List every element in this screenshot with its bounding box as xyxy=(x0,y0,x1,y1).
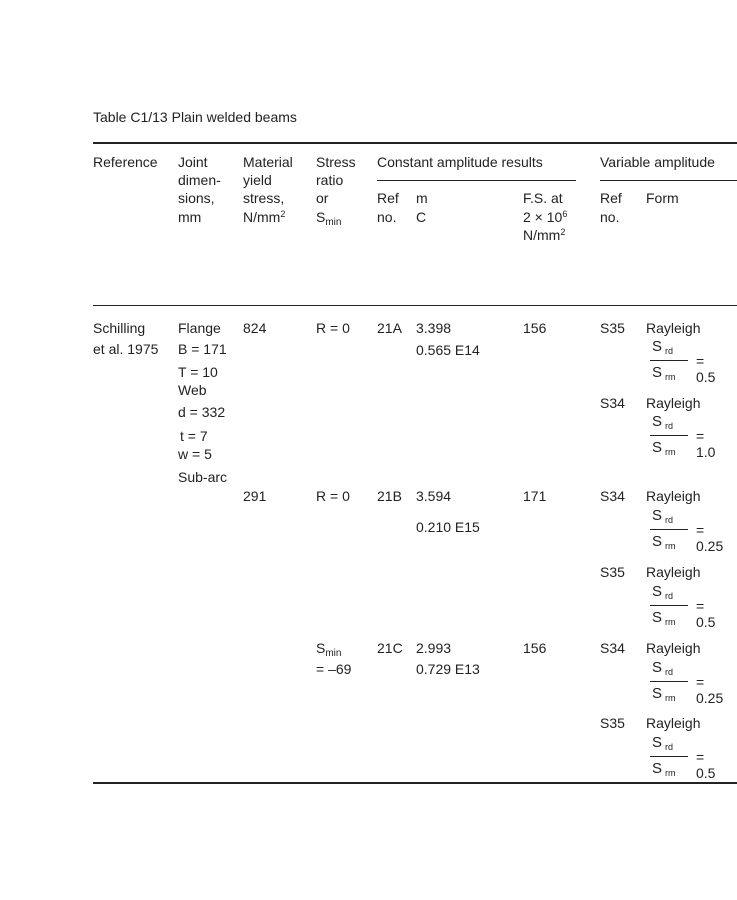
header-joint-line: mm xyxy=(178,209,202,225)
fraction-bar xyxy=(650,756,688,757)
cell-fs: 156 xyxy=(523,320,547,336)
table-bottom-rule xyxy=(93,782,737,784)
cell-fs: 156 xyxy=(523,640,547,656)
cell-c: 0.565 E14 xyxy=(416,342,480,358)
cell-c: 0.210 E15 xyxy=(416,519,480,535)
header-const-ref-line: Ref xyxy=(377,190,399,206)
header-const-ref-line: no. xyxy=(377,209,397,225)
cell-var-ref: S35 xyxy=(600,320,625,336)
fraction-bar xyxy=(650,360,688,361)
cell-var-ref: S35 xyxy=(600,715,625,731)
reference-line: et al. 1975 xyxy=(93,341,159,357)
stress-ratio-fraction: S $_{rd}$ S $_{rm}$ = 0.5 xyxy=(652,338,716,385)
header-const-c-line: C xyxy=(416,209,427,225)
cell-var-form: Rayleigh xyxy=(646,395,701,411)
cell-material: 824 xyxy=(243,320,267,336)
header-constant-group: Constant amplitude results xyxy=(377,154,543,170)
stress-ratio-fraction: S $_{rd}$ S $_{rm}$ = 0.5 xyxy=(652,583,716,630)
joint-dim-line: Flange xyxy=(178,320,221,336)
cell-var-form: Rayleigh xyxy=(646,320,701,336)
reference-line: Schilling xyxy=(93,320,146,336)
header-const-fs-line: F.S. at xyxy=(523,190,563,206)
header-bottom-rule xyxy=(93,305,737,306)
cell-var-form: Rayleigh xyxy=(646,488,701,504)
constant-group-rule xyxy=(377,180,576,181)
header-var-ref-line: no. xyxy=(600,209,620,225)
joint-dim-line: t = 7 xyxy=(180,428,208,444)
cell-m: 2.993 xyxy=(416,640,452,656)
header-material-line: yield xyxy=(243,172,272,188)
table-top-rule xyxy=(93,142,737,144)
stress-ratio-fraction: S $_{rd}$ S $_{rm}$ = 0.25 xyxy=(652,507,724,554)
fraction-bar xyxy=(650,605,688,606)
header-material-units: $N/mm^2$ xyxy=(243,209,286,225)
header-material-line: Material xyxy=(243,154,293,170)
cell-m: 3.398 xyxy=(416,320,452,336)
cell-stress-value: = –69 xyxy=(316,661,352,677)
header-joint-line: Joint xyxy=(178,154,208,170)
header-reference: Reference xyxy=(93,154,158,170)
cell-stress: R = 0 xyxy=(316,320,350,336)
cell-stress: R = 0 xyxy=(316,488,350,504)
cell-var-form: Rayleigh xyxy=(646,715,701,731)
header-const-fs-units: $N/mm^2$ xyxy=(523,227,566,243)
header-joint-line: sions, xyxy=(178,190,215,206)
header-stress-line: Stress xyxy=(316,154,356,170)
header-variable-group: Variable amplitude xyxy=(600,154,715,170)
header-stress-smin: $S_{min}$ xyxy=(316,209,342,228)
joint-dim-line: T = 10 xyxy=(178,364,218,380)
cell-c: 0.729 E13 xyxy=(416,661,480,677)
cell-var-ref: S34 xyxy=(600,395,625,411)
header-var-form: Form xyxy=(646,190,679,206)
cell-var-form: Rayleigh xyxy=(646,564,701,580)
header-stress-line: or xyxy=(316,190,329,206)
header-const-fs-cycles: $2 \times 10^6$ xyxy=(523,209,568,225)
header-var-ref-line: Ref xyxy=(600,190,622,206)
cell-fs: 171 xyxy=(523,488,547,504)
cell-var-ref: S34 xyxy=(600,640,625,656)
cell-const-ref: 21B xyxy=(377,488,402,504)
cell-var-form: Rayleigh xyxy=(646,640,701,656)
cell-const-ref: 21C xyxy=(377,640,403,656)
cell-material: 291 xyxy=(243,488,267,504)
header-const-m-line: m xyxy=(416,190,428,206)
stress-ratio-fraction: S $_{rd}$ S $_{rm}$ = 1.0 xyxy=(652,413,716,460)
table-caption: Table C1/13 Plain welded beams xyxy=(93,109,297,125)
fraction-bar xyxy=(650,435,688,436)
variable-group-rule xyxy=(600,180,737,181)
cell-stress-smin: $S_{min}$ xyxy=(316,640,342,659)
fraction-bar xyxy=(650,529,688,530)
header-joint-line: dimen- xyxy=(178,172,221,188)
stress-ratio-fraction: S $_{rd}$ S $_{rm}$ = 0.5 xyxy=(652,734,716,781)
cell-m: 3.594 xyxy=(416,488,452,504)
joint-dim-line: w = 5 xyxy=(178,446,212,462)
joint-dim-line: B = 171 xyxy=(178,341,227,357)
header-material-line: stress, xyxy=(243,190,285,206)
cell-const-ref: 21A xyxy=(377,320,402,336)
stress-ratio-fraction: S $_{rd}$ S $_{rm}$ = 0.25 xyxy=(652,659,724,706)
cell-var-ref: S34 xyxy=(600,488,625,504)
joint-dim-line: d = 332 xyxy=(178,404,226,420)
joint-dim-line: Sub-arc xyxy=(178,469,228,485)
header-stress-line: ratio xyxy=(316,172,344,188)
cell-var-ref: S35 xyxy=(600,564,625,580)
fraction-bar xyxy=(650,681,688,682)
joint-dim-line: Web xyxy=(178,382,207,398)
